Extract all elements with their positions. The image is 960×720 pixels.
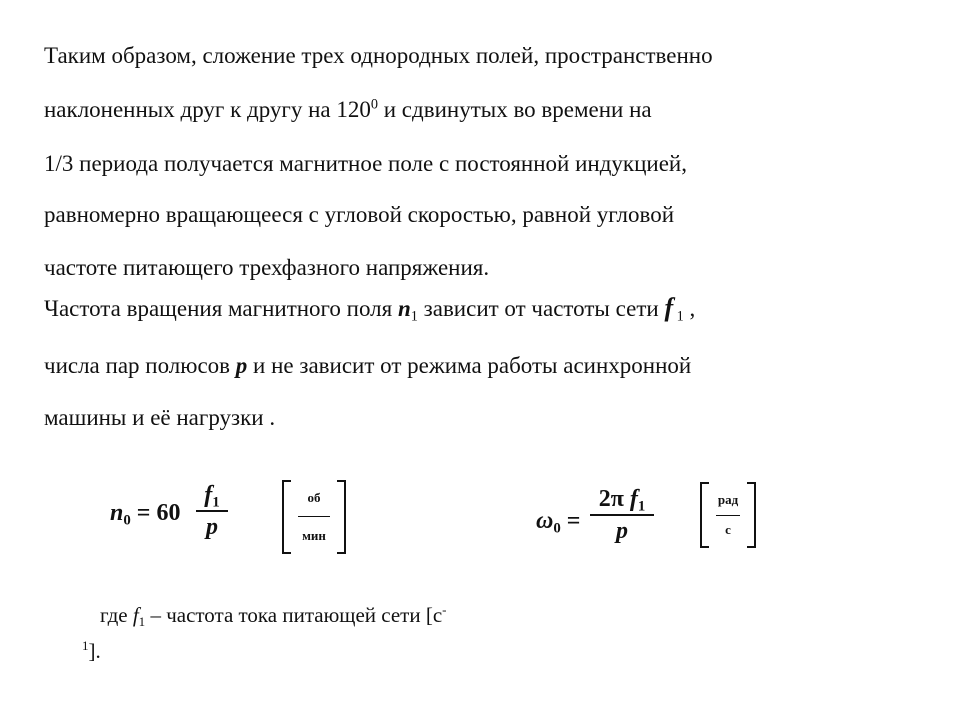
formula2-denominator: p: [616, 518, 628, 544]
formula2-fraction: [590, 486, 654, 544]
paragraph2-line2: числа пар полюсов p и не зависит от режима работы асинхронной: [44, 353, 692, 378]
footnote-line2: $^1$].: [82, 638, 101, 663]
formula1-numerator: $f_1$: [204, 482, 220, 511]
formula2-unit-bracket: [700, 482, 756, 548]
formula1-unit-bottom: мин: [302, 528, 326, 543]
formula1-unit-bracket: [282, 480, 346, 554]
paragraph1-line5: частоте питающего трехфазного напряжения.: [44, 255, 490, 280]
formula1-unit-top: об: [307, 490, 321, 505]
footnote-line1: где $f_1$ – частота тока питающей сети [с-: [100, 602, 447, 629]
formula1-unit-bar: [298, 516, 330, 517]
formula2-lhs: $\omega_0$ =: [536, 508, 581, 537]
formula1-lhs: $n_0 = 60$: [110, 500, 181, 529]
paragraph2-line1: Частота вращения магнитного поля $n_1$ зависит от частоты сети f $_1$ ,: [44, 293, 696, 325]
formula1-denominator: p: [206, 514, 218, 540]
paragraph1-line3: 1/3 периода получается магнитное поле с постоянной индукцией,: [44, 151, 687, 176]
formula1-fraction: [196, 482, 228, 540]
formula2-numerator: 2π $f_1$: [598, 486, 646, 515]
paragraph1-line4: равномерно вращающееся с угловой скоростью, равной угловой: [44, 202, 675, 227]
paragraph2-line3: машины и её нагрузки .: [44, 405, 276, 430]
paragraph1-line1: Таким образом, сложение трех однородных полей, пространственно: [44, 43, 713, 68]
formula2-unit-bar: [716, 515, 740, 516]
formula2-unit-bottom: с: [725, 522, 731, 537]
paragraph1-line2: наклоненных друг к другу на $120^0$ и сдвинутых во времени на: [44, 96, 652, 122]
formula2-unit-top: рад: [717, 492, 739, 507]
